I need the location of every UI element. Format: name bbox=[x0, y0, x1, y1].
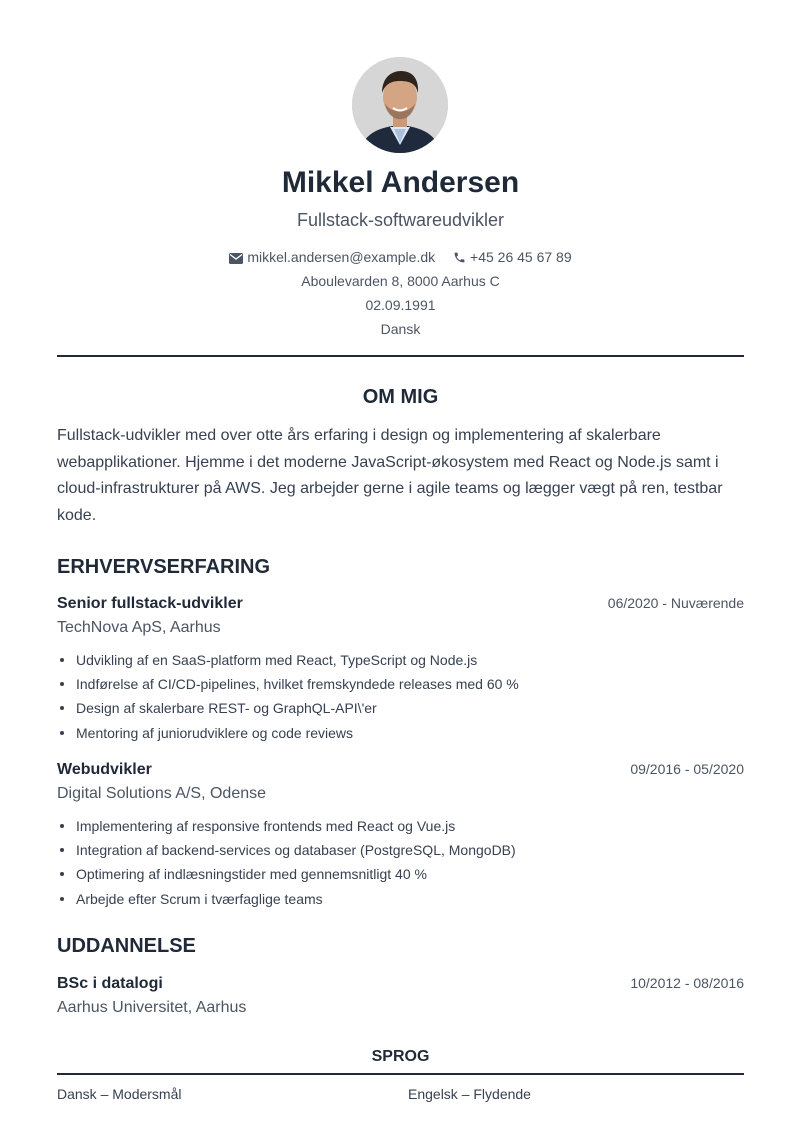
email-text: mikkel.andersen@example.dk bbox=[247, 249, 436, 265]
list-item: Arbejde efter Scrum i tværfaglige teams bbox=[57, 889, 516, 913]
list-item: Integration af backend-services og databaser (PostgreSQL, MongoDB) bbox=[57, 840, 516, 864]
phone-icon bbox=[453, 251, 466, 264]
job-title-1: Senior fullstack-udvikler bbox=[57, 595, 243, 612]
job-dates-1: 06/2020 - Nuværende bbox=[607, 595, 744, 611]
education-school: Aarhus Universitet, Aarhus bbox=[57, 999, 247, 1016]
email-contact[interactable] bbox=[229, 249, 435, 265]
profile-photo bbox=[352, 57, 448, 153]
job-title: Fullstack-softwareudvikler bbox=[296, 210, 505, 230]
birthdate: 02.09.1991 bbox=[365, 297, 436, 313]
job-bullets-2 bbox=[57, 816, 516, 913]
education-degree: BSc i datalogi bbox=[57, 975, 163, 992]
nationality: Dansk bbox=[380, 321, 421, 337]
language-item-danish: Dansk – Modersmål bbox=[57, 1086, 182, 1102]
education-dates: 10/2012 - 08/2016 bbox=[630, 975, 744, 991]
header-divider bbox=[57, 355, 744, 357]
job-company-1: TechNova ApS, Aarhus bbox=[57, 619, 221, 636]
job-dates-2: 09/2016 - 05/2020 bbox=[630, 761, 744, 777]
address: Aboulevarden 8, 8000 Aarhus C bbox=[301, 273, 500, 289]
list-item: Indførelse af CI/CD-pipelines, hvilket fremskyndede releases med 60 % bbox=[57, 674, 519, 698]
list-item: Design af skalerbare REST- og GraphQL-API\'er bbox=[57, 698, 519, 722]
phone-contact[interactable] bbox=[453, 249, 572, 265]
job-company-2: Digital Solutions A/S, Odense bbox=[57, 785, 267, 802]
envelope-icon bbox=[229, 253, 243, 264]
about-text: Fullstack-udvikler med over otte års erfaring i design og implementering af skalerbare webapplikationer. Hjemme i det moderne JavaScript-økosystem med React og Node.js samt i cloud-infrastrukturer på AWS. Jeg arbejder gerne i agile teams og lægger vægt på ren, testbar kode. bbox=[57, 427, 723, 524]
avatar bbox=[352, 57, 448, 153]
languages-heading: SPROG bbox=[371, 1048, 430, 1065]
education-heading: UDDANNELSE bbox=[57, 935, 196, 957]
list-item: Optimering af indlæsningstider med gennemsnitligt 40 % bbox=[57, 864, 516, 888]
about-heading: OM MIG bbox=[362, 386, 439, 408]
job-bullets-1 bbox=[57, 650, 519, 747]
language-item-english: Engelsk – Flydende bbox=[408, 1086, 531, 1102]
person-name: Mikkel Andersen bbox=[281, 166, 520, 199]
phone-text: +45 26 45 67 89 bbox=[470, 249, 572, 265]
list-item: Mentoring af juniorudviklere og code reviews bbox=[57, 723, 519, 747]
list-item: Udvikling af en SaaS-platform med React, TypeScript og Node.js bbox=[57, 650, 519, 674]
languages-divider bbox=[57, 1073, 744, 1075]
job-title-2: Webudvikler bbox=[57, 761, 152, 778]
list-item: Implementering af responsive frontends med React og Vue.js bbox=[57, 816, 516, 840]
experience-heading: ERHVERVSERFARING bbox=[57, 556, 271, 578]
contact-row bbox=[57, 249, 744, 265]
